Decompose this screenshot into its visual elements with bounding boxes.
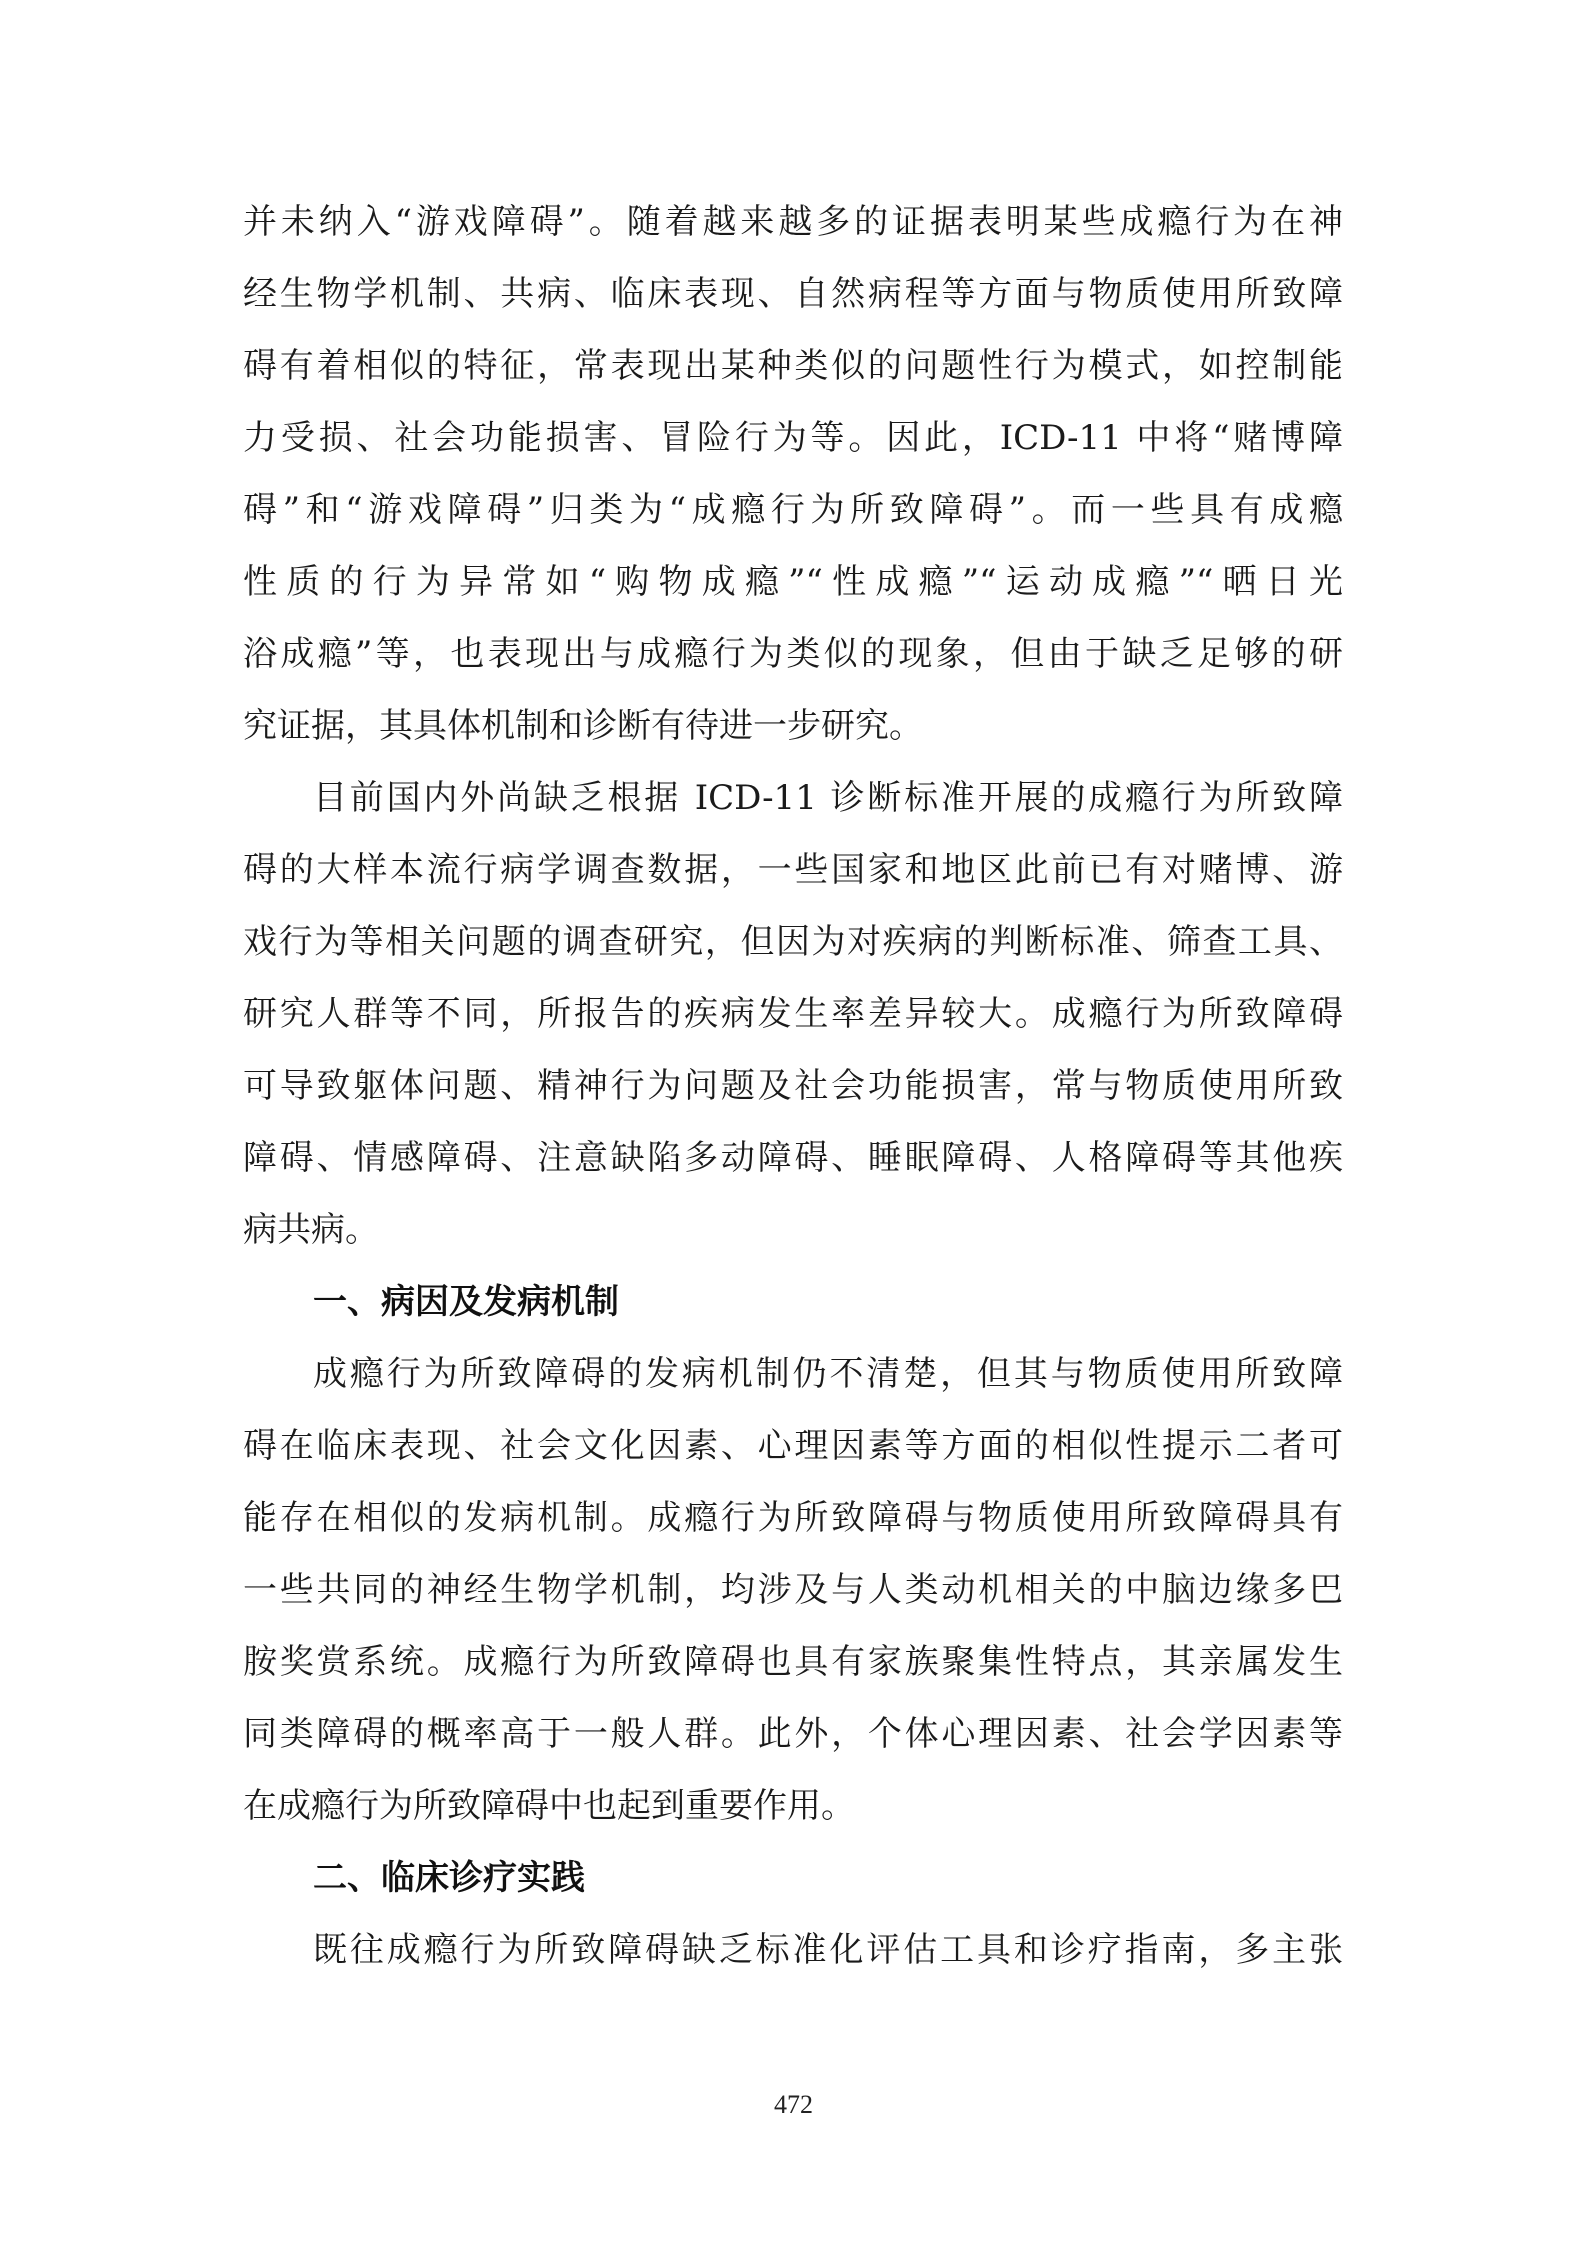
paragraph-line: 可导致躯体问题、精神行为问题及社会功能损害，常与物质使用所致: [243, 1066, 1343, 1106]
paragraph-line: 碍在临床表现、社会文化因素、心理因素等方面的相似性提示二者可: [243, 1426, 1343, 1466]
paragraph-line: 病共病。: [243, 1210, 379, 1250]
page-number: 472: [774, 2090, 813, 2119]
paragraph-line: 戏行为等相关问题的调查研究，但因为对疾病的判断标准、筛查工具、: [243, 922, 1343, 962]
paragraph-3: [243, 1338, 1343, 1842]
paragraph-line: 同类障碍的概率高于一般人群。此外，个体心理因素、社会学因素等: [243, 1714, 1343, 1754]
paragraph-line: 浴成瘾”等，也表现出与成瘾行为类似的现象，但由于缺乏足够的研: [243, 634, 1343, 674]
paragraph-line: 碍”和“游戏障碍”归类为“成瘾行为所致障碍”。而一些具有成瘾: [243, 490, 1343, 530]
paragraph-line: 障碍、情感障碍、注意缺陷多动障碍、睡眠障碍、人格障碍等其他疾: [243, 1138, 1343, 1178]
paragraph-line: 碍有着相似的特征，常表现出某种类似的问题性行为模式，如控制能: [243, 346, 1343, 386]
paragraph-line: 目前国内外尚缺乏根据 ICD-11 诊断标准开展的成瘾行为所致障: [313, 778, 1343, 818]
paragraph-line: 成瘾行为所致障碍的发病机制仍不清楚，但其与物质使用所致障: [313, 1354, 1343, 1394]
paragraph-line: 性质的行为异常如“购物成瘾”“性成瘾”“运动成瘾”“晒日光: [243, 562, 1343, 602]
paragraph-line: 胺奖赏系统。成瘾行为所致障碍也具有家族聚集性特点，其亲属发生: [243, 1642, 1343, 1682]
paragraph-line: 在成瘾行为所致障碍中也起到重要作用。: [243, 1786, 855, 1826]
paragraph-line: 究证据，其具体机制和诊断有待进一步研究。: [243, 706, 923, 746]
paragraph-4: [243, 1914, 1343, 1986]
section-heading-1: 一、病因及发病机制: [313, 1282, 619, 1322]
paragraph-line: 既往成瘾行为所致障碍缺乏标准化评估工具和诊疗指南，多主张: [313, 1930, 1343, 1970]
paragraph-line: 碍的大样本流行病学调查数据，一些国家和地区此前已有对赌博、游: [243, 850, 1343, 890]
paragraph-2: [243, 762, 1343, 1266]
paragraph-line: 经生物学机制、共病、临床表现、自然病程等方面与物质使用所致障: [243, 274, 1343, 314]
paragraph-line: 能存在相似的发病机制。成瘾行为所致障碍与物质使用所致障碍具有: [243, 1498, 1343, 1538]
paragraph-1: [243, 186, 1343, 762]
section-heading-2: 二、临床诊疗实践: [313, 1858, 585, 1898]
paragraph-line: 力受损、社会功能损害、冒险行为等。因此，ICD-11 中将“赌博障: [243, 418, 1343, 458]
paragraph-line: 研究人群等不同，所报告的疾病发生率差异较大。成瘾行为所致障碍: [243, 994, 1343, 1034]
body-text: [243, 186, 1343, 1986]
paragraph-line: 并未纳入“游戏障碍”。随着越来越多的证据表明某些成瘾行为在神: [243, 202, 1343, 242]
paragraph-line: 一些共同的神经生物学机制，均涉及与人类动机相关的中脑边缘多巴: [243, 1570, 1343, 1610]
